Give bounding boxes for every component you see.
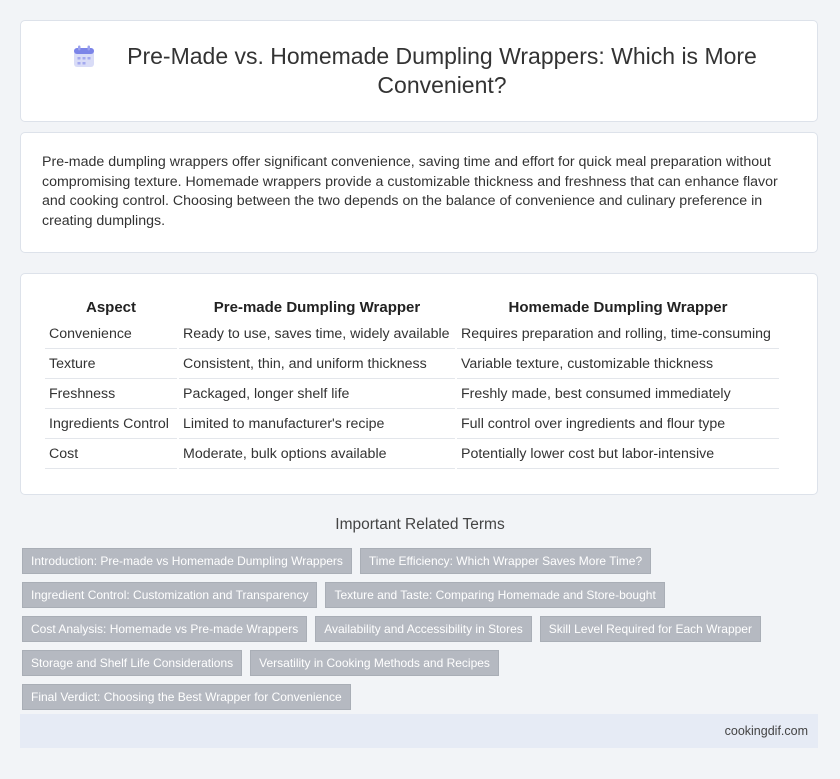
page-title: Pre-Made vs. Homemade Dumpling Wrappers: Which is More Convenient? — [127, 43, 757, 98]
table-cell-pre-made: Limited to manufacturer's recipe — [179, 409, 455, 439]
column-header-homemade: Homemade Dumpling Wrapper — [508, 299, 728, 316]
related-term-tag[interactable]: Introduction: Pre-made vs Homemade Dumpling Wrappers — [22, 548, 352, 574]
table-header-row — [45, 296, 779, 319]
intro-card — [20, 132, 818, 253]
column-header-aspect: Aspect — [85, 299, 137, 316]
table-cell-aspect: Freshness — [45, 379, 177, 409]
table-row — [45, 439, 779, 469]
table-cell-aspect: Texture — [45, 349, 177, 379]
table-cell-pre-made: Consistent, thin, and uniform thickness — [179, 349, 455, 379]
table-cell-aspect: Cost — [45, 439, 177, 469]
related-term-tag[interactable]: Time Efficiency: Which Wrapper Saves More Time? — [360, 548, 651, 574]
related-term-tag[interactable]: Ingredient Control: Customization and Transparency — [22, 582, 317, 608]
table-row — [45, 379, 779, 409]
related-term-tag[interactable]: Cost Analysis: Homemade vs Pre-made Wrappers — [22, 616, 307, 642]
related-term-tag[interactable]: Final Verdict: Choosing the Best Wrapper for Convenience — [22, 684, 351, 710]
table-cell-pre-made: Moderate, bulk options available — [179, 439, 455, 469]
related-term-tag[interactable]: Skill Level Required for Each Wrapper — [540, 616, 761, 642]
table-card — [20, 273, 818, 495]
header-card — [20, 20, 818, 122]
calendar-icon — [71, 44, 97, 70]
table-row — [45, 319, 779, 349]
table-cell-aspect: Convenience — [45, 319, 177, 349]
table-cell-homemade: Freshly made, best consumed immediately — [457, 379, 779, 409]
table-cell-pre-made: Packaged, longer shelf life — [179, 379, 455, 409]
related-term-tag[interactable]: Availability and Accessibility in Stores — [315, 616, 532, 642]
related-term-tag[interactable]: Versatility in Cooking Methods and Recipes — [250, 650, 499, 676]
related-term-tag[interactable]: Texture and Taste: Comparing Homemade and Store-bought — [325, 582, 664, 608]
footer-site-link[interactable]: cookingdif.com — [724, 724, 808, 738]
table-cell-homemade: Variable texture, customizable thickness — [457, 349, 779, 379]
table-cell-homemade: Potentially lower cost but labor-intensive — [457, 439, 779, 469]
intro-text: Pre-made dumpling wrappers offer significant convenience, saving time and effort for quick meal preparation without compromising texture. Homemade wrappers provide a customizable thickness and freshness that can enhance flavor and cooking control. Choosing between the two depends on the balance of convenience and culinary preference in creating dumplings. — [42, 154, 778, 229]
title-wrap — [21, 42, 817, 100]
table-cell-homemade: Requires preparation and rolling, time-consuming — [457, 319, 779, 349]
table-cell-pre-made: Ready to use, saves time, widely available — [179, 319, 455, 349]
comparison-table — [43, 296, 781, 469]
table-cell-homemade: Full control over ingredients and flour type — [457, 409, 779, 439]
related-term-tag[interactable]: Storage and Shelf Life Considerations — [22, 650, 242, 676]
table-row — [45, 349, 779, 379]
related-terms-title: Important Related Terms — [335, 516, 505, 533]
column-header-pre-made: Pre-made Dumpling Wrapper — [213, 299, 421, 316]
table-row — [45, 409, 779, 439]
footer — [20, 714, 818, 748]
related-terms-list — [22, 548, 802, 710]
table-cell-aspect: Ingredients Control — [45, 409, 177, 439]
